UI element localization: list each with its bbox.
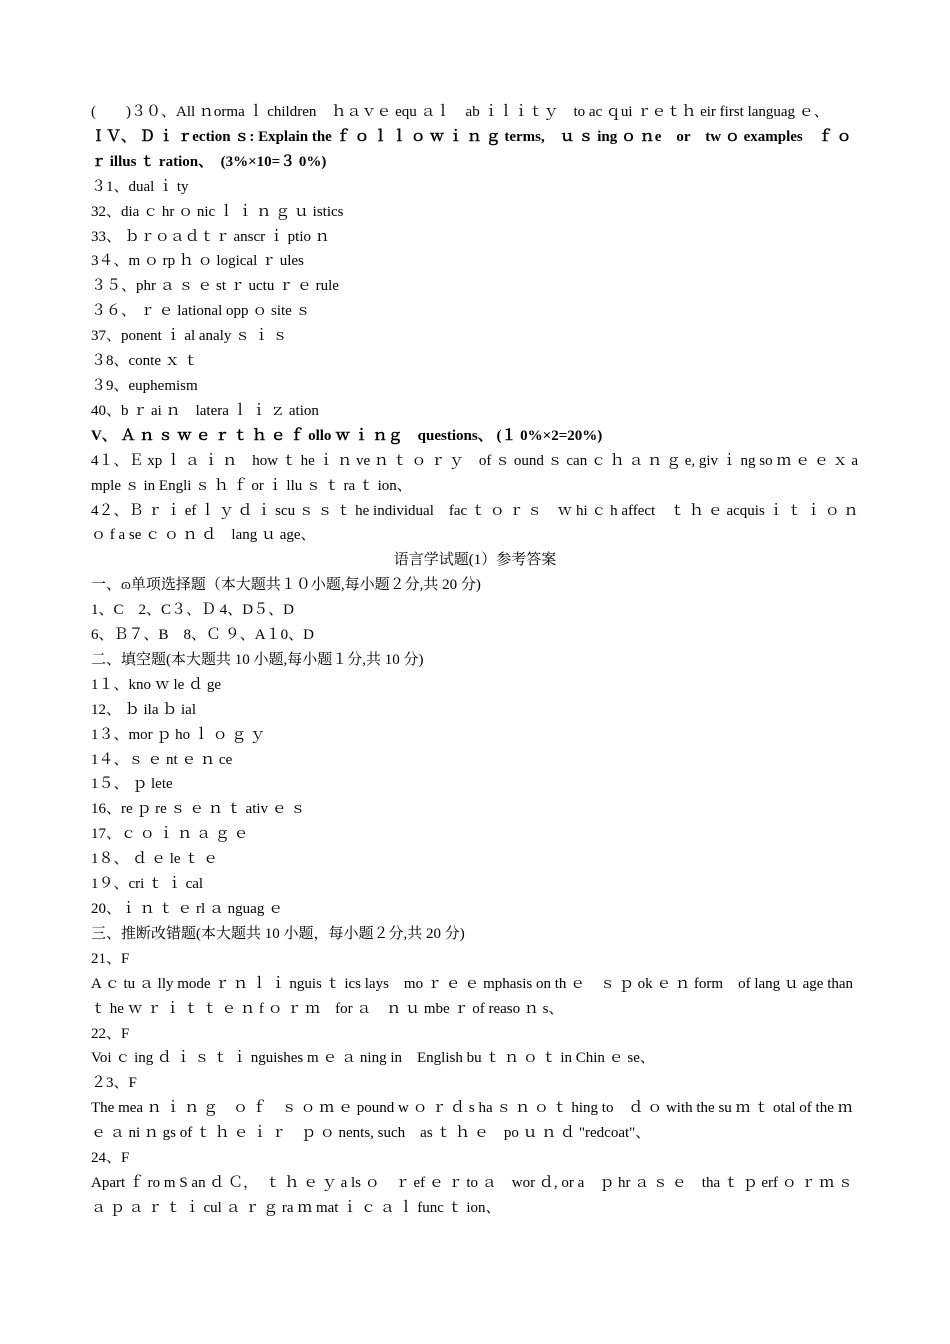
text-line: 1４、ｓ ｅ nt ｅ ｎ ce <box>91 751 233 768</box>
text-line: The mea ｎ ｉ ｎ ｇ ｏ ｆ ｓ ｏ ｍ ｅ pound w ｏ ｒ ｄ s ha ｓ ｎ ｏ ｔ hing to ｄ ｏ with the su ｍ ｔ otal of the ｍ ｅ ａ ni ｎ gs of ｔ ｈ ｅ ｉ ｒ ｐ ｏ nents, such as ｔ ｈ ｅ po ｕ ｎ ｄ "redcoat"、 <box>91 1100 857 1142</box>
text-line: 1９、cri ｔ ｉ cal <box>91 876 204 893</box>
text-line: 20、ｉ ｎ ｔ ｅ rl ａ nguag ｅ <box>91 901 284 917</box>
text-line: 1、C 2、C３、Ｄ 4、D５、D <box>91 602 294 619</box>
text-line: 12、 ｂ ila ｂ ial <box>91 701 196 718</box>
text-line: 3４、m ｏ rp ｈ ｏ logical ｒ ules <box>91 253 304 270</box>
text-line: 17、ｃ ｏ ｉ ｎ ａ ｇ ｅ <box>91 826 249 843</box>
document-page <box>91 100 863 1221</box>
text-line: ３５、phr ａ ｓ ｅ st ｒ uctu ｒ ｅ rule <box>91 278 339 295</box>
text-line: 1１、kno ｗ le ｄ ge <box>91 676 221 693</box>
text-line: ３8、conte ｘ ｔ <box>91 353 199 370</box>
text-line: 二、填空题(本大题共 10 小题,每小题１分,共 10 分) <box>91 651 424 668</box>
text-line: A ｃ tu ａ lly mode ｒ ｎ ｌ ｉ nguis ｔ ics lays mo ｒ ｅ ｅ mphasis on th ｅ ｓ ｐ ok ｅ ｎ form of lang ｕ age than ｔ he ｗ ｒ ｉ ｔ ｔ ｅ ｎ f ｏ ｒ ｍ for ａ ｎ ｕ mbe ｒ of reaso ｎ s、 <box>91 975 857 1017</box>
text-line: 33、 ｂｒｏａｄｔｒ anscr ｉ ptio ｎ <box>91 228 330 245</box>
text-line: 4２、Ｂ ｒ ｉ ef ｌ ｙ ｄ ｉ scu ｓ ｓ ｔ he individual fac ｔ ｏ ｒ ｓ ｗ hi ｃ h affect ｔ ｈ ｅ acquis ｉ ｔ ｉ ｏ ｎ ｏ f a se ｃ ｏ ｎ ｄ lang ｕ age、 <box>91 502 863 544</box>
text-line: ３1、dual ｉ ty <box>91 178 189 195</box>
text-line: 1５、 ｐ lete <box>91 776 173 793</box>
text-line: 1３、mor ｐ ho ｌ ｏ ｇ ｙ <box>91 726 266 743</box>
text-line: 1８、 ｄ ｅ le ｔ ｅ <box>91 851 219 868</box>
text-line: 语言学试题(1）参考答案 <box>393 552 557 569</box>
text-line: 37、ponent ｉ al analy ｓ ｉ ｓ <box>91 328 288 345</box>
text-line: 4１、Ｅ xp ｌ ａ ｉ ｎ how ｔ he ｉ ｎ ve ｎ ｔ ｏ ｒ ｙ of ｓ ound ｓ can ｃ ｈ ａ ｎ ｇ e, giv ｉ ng so ｍ ｅ ｅ ｘ ample ｓ in Engli ｓ ｈ ｆ or ｉ llu ｓ ｔ ra ｔ ion、 <box>91 452 859 494</box>
text-line: 40、b ｒ ai ｎ latera ｌ ｉ ｚ ation <box>91 402 319 419</box>
text-line: ３６、 ｒ ｅ lational opp ｏ site ｓ <box>91 303 311 320</box>
text-line: ( )３０、All ｎorma ｌ children ｈａｖｅ equ ａｌ ab ｉｌｉｔｙ to ac ｑui ｒｅｔｈ eir first languag ｅ、 <box>91 104 829 120</box>
text-line: 24、F <box>91 1150 130 1167</box>
text-line: 16、re ｐ re ｓ ｅ ｎ ｔ ativ ｅ ｓ <box>91 801 306 818</box>
text-line: 三、推断改错题(本大题共 10 小题，每小题２分,共 20 分) <box>91 925 465 942</box>
text-line: 22、F <box>91 1025 130 1042</box>
text-line: ３9、euphemism <box>91 377 198 394</box>
text-line: Voi ｃ ing ｄ ｉ ｓ ｔ ｉ nguishes m ｅ ａ ning in English bu ｔ ｎ ｏ ｔ in Chin ｅ se、 <box>91 1050 655 1067</box>
text-line: Apart ｆ ro m S an ｄ Ｃ， ｔ ｈ ｅ ｙ a ls ｏ ｒ ef ｅ ｒ to ａ wor ｄ, or a ｐ hr ａ ｓ ｅ tha ｔ ｐ erf ｏ ｒ ｍ ｓ ａ ｐ ａ ｒ ｔ ｉ cul ａ ｒ ｇ ra ｍ mat ｉ ｃ ａ ｌ func ｔ ion、 <box>91 1174 857 1216</box>
text-line: 32、dia ｃ hr ｏ nic ｌ ｉ ｎ ｇ ｕ istics <box>91 203 344 220</box>
text-line: V、 Ａ ｎ ｓ ｗ ｅ ｒ ｔ ｈ ｅ ｆ ollo ｗ ｉ ｎｇ questions、 (１ 0%×2=20%) <box>91 427 603 444</box>
text-line: 21、F <box>91 950 130 967</box>
text-line: 6、Ｂ７、B 8、Ｃ ９、A１0、D <box>91 627 314 644</box>
text-line: ２3、F <box>91 1075 137 1092</box>
text-line: 一、ɷ单项选择题（本大题共１０小题,每小题２分,共 20 分) <box>91 577 481 594</box>
text-line: ＩＶ、 Ｄ ｉ ｒection ｓ: Explain the ｆ ｏ ｌ ｌ ｏ ｗ ｉ ｎ ｇ terms, ｕ ｓ ing ｏ ｎe or tw ｏ examples ｆ ｏ ｒ illus ｔ ration、 (3%×10=３ 0%) <box>91 128 856 170</box>
